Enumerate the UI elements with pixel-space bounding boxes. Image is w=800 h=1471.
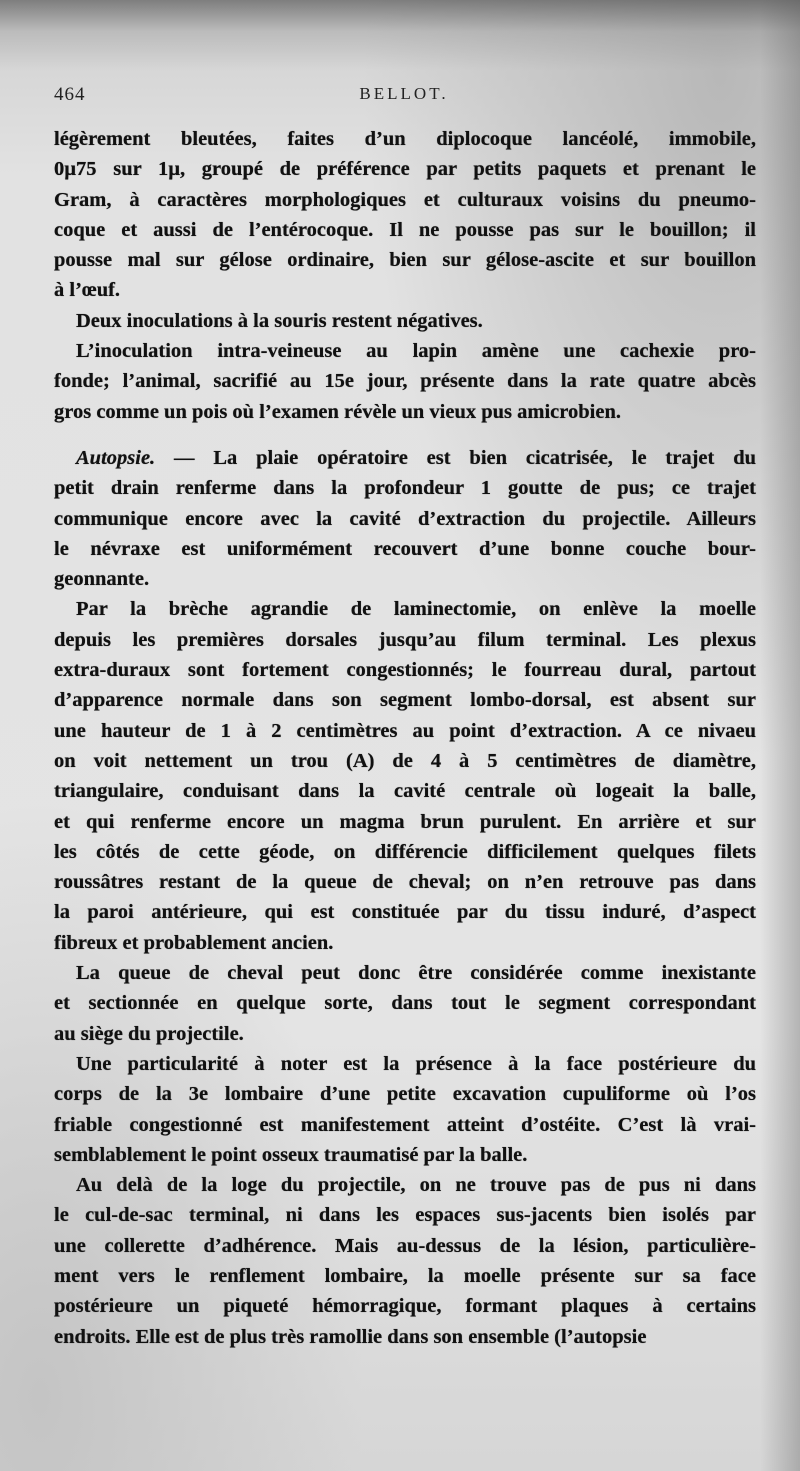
text-line bbox=[54, 776, 756, 806]
line-text: au siège du projectile. bbox=[54, 1022, 244, 1045]
line-text: geonnante. bbox=[54, 568, 150, 591]
running-title: BELLOT. bbox=[359, 84, 449, 103]
line-text: semblablement le point osseux traumatisé par la balle. bbox=[54, 1143, 528, 1166]
line-text: La queue de cheval peut donc être considérée comme inexistante bbox=[76, 962, 756, 985]
paragraph bbox=[54, 594, 756, 958]
line-text: fonde; l’animal, sacrifié au 15e jour, présente dans la rate quatre abcès bbox=[54, 370, 756, 393]
text-line bbox=[54, 685, 756, 715]
line-text: extra-duraux sont fortement congestionnés; le fourreau dural, partout bbox=[54, 659, 756, 682]
text-line bbox=[54, 867, 756, 897]
text-line bbox=[54, 1200, 756, 1230]
text-line bbox=[54, 1140, 756, 1170]
line-text: Par la brèche agrandie de laminectomie, on enlève la moelle bbox=[76, 598, 756, 621]
text-line bbox=[54, 534, 756, 564]
text-line bbox=[54, 958, 756, 988]
paragraph bbox=[54, 124, 756, 306]
section-heading: Autopsie. bbox=[76, 446, 156, 469]
line-text: 0µ75 sur 1µ, groupé de préférence par petits paquets et prenant le bbox=[54, 158, 756, 181]
running-head bbox=[54, 84, 754, 108]
line-text: friable congestionné est manifestement atteint d’ostéite. C’est là vrai- bbox=[54, 1113, 756, 1136]
text-line bbox=[54, 443, 756, 473]
line-text: on voit nettement un trou (A) de 4 à 5 centimètres de diamètre, bbox=[54, 749, 756, 772]
text-line bbox=[54, 397, 756, 427]
line-text: fibreux et probablement ancien. bbox=[54, 931, 334, 954]
text-line bbox=[54, 1261, 756, 1291]
text-line bbox=[54, 336, 756, 366]
page-number: 464 bbox=[54, 84, 86, 105]
text-line bbox=[54, 366, 756, 396]
text-line bbox=[54, 807, 756, 837]
text-line bbox=[54, 185, 756, 215]
line-text: communique encore avec la cavité d’extraction du projectile. Ailleurs bbox=[54, 507, 756, 530]
line-text: corps de la 3e lombaire d’une petite excavation cupuliforme où l’os bbox=[54, 1083, 756, 1106]
text-line bbox=[54, 1291, 756, 1321]
text-line bbox=[54, 716, 756, 746]
line-text: les côtés de cette géode, on différencie difficilement quelques filets bbox=[54, 840, 756, 863]
line-text: roussâtres restant de la queue de cheval; on n’en retrouve pas dans bbox=[54, 871, 756, 894]
line-text: d’apparence normale dans son segment lombo-dorsal, est absent sur bbox=[54, 689, 756, 712]
text-line bbox=[54, 473, 756, 503]
text-line bbox=[54, 215, 756, 245]
line-text: Une particularité à noter est la présence à la face postérieure du bbox=[76, 1052, 756, 1075]
line-text: L’inoculation intra-veineuse au lapin amène une cachexie pro- bbox=[76, 340, 756, 363]
line-text: à l’œuf. bbox=[54, 279, 121, 302]
text-line bbox=[54, 1019, 756, 1049]
scan-shadow-top bbox=[0, 0, 800, 70]
text-line bbox=[54, 306, 756, 336]
line-text: endroits. Elle est de plus très ramollie dans son ensemble (l’autopsie bbox=[54, 1325, 647, 1348]
text-line bbox=[54, 837, 756, 867]
text-line bbox=[54, 245, 756, 275]
line-text: pousse mal sur gélose ordinaire, bien sur gélose-ascite et sur bouillon bbox=[54, 249, 756, 272]
text-line bbox=[54, 746, 756, 776]
text-line bbox=[54, 564, 756, 594]
text-line bbox=[54, 154, 756, 184]
line-text: le cul-de-sac terminal, ni dans les espaces sus-jacents bien isolés par bbox=[54, 1204, 756, 1227]
line-text: Gram, à caractères morphologiques et culturaux voisins du pneumo- bbox=[54, 188, 756, 211]
line-text: petit drain renferme dans la profondeur 1 goutte de pus; ce trajet bbox=[54, 477, 756, 500]
line-text: une hauteur de 1 à 2 centimètres au point d’extraction. A ce nivaeu bbox=[54, 719, 756, 742]
line-text: — La plaie opératoire est bien cicatrisée, le trajet du bbox=[155, 446, 756, 469]
text-line bbox=[54, 625, 756, 655]
line-text: coque et aussi de l’entérocoque. Il ne pousse pas sur le bouillon; il bbox=[54, 218, 756, 241]
text-line bbox=[54, 928, 756, 958]
text-line bbox=[54, 1110, 756, 1140]
text-line bbox=[54, 124, 756, 154]
line-text: ment vers le renflement lombaire, la moelle présente sur sa face bbox=[54, 1264, 756, 1287]
paragraph bbox=[54, 1170, 756, 1352]
paragraph bbox=[54, 306, 756, 336]
text-line bbox=[54, 504, 756, 534]
paragraph bbox=[54, 1049, 756, 1170]
text-line bbox=[54, 1322, 756, 1352]
text-line bbox=[54, 988, 756, 1018]
section-gap bbox=[54, 427, 756, 443]
paragraph bbox=[54, 336, 756, 427]
line-text: la paroi antérieure, qui est constituée par du tissu induré, d’aspect bbox=[54, 901, 756, 924]
scan-shadow-right bbox=[760, 0, 800, 1471]
body-text bbox=[54, 124, 756, 1352]
line-text: depuis les premières dorsales jusqu’au filum terminal. Les plexus bbox=[54, 628, 756, 651]
paragraph bbox=[54, 443, 756, 594]
text-line bbox=[54, 594, 756, 624]
line-text: postérieure un piqueté hémorragique, formant plaques à certains bbox=[54, 1295, 756, 1318]
text-line bbox=[54, 897, 756, 927]
line-text: une collerette d’adhérence. Mais au-dessus de la lésion, particulière- bbox=[54, 1234, 756, 1257]
line-text: le névraxe est uniformément recouvert d’une bonne couche bour- bbox=[54, 537, 756, 560]
line-text: et sectionnée en quelque sorte, dans tout le segment correspondant bbox=[54, 992, 756, 1015]
text-line bbox=[54, 1049, 756, 1079]
line-text: Au delà de la loge du projectile, on ne trouve pas de pus ni dans bbox=[76, 1174, 756, 1197]
text-line bbox=[54, 275, 756, 305]
line-text: triangulaire, conduisant dans la cavité centrale où logeait la balle, bbox=[54, 780, 756, 803]
line-text: gros comme un pois où l’examen révèle un vieux pus amicrobien. bbox=[54, 400, 621, 423]
text-line bbox=[54, 1079, 756, 1109]
line-text: et qui renferme encore un magma brun purulent. En arrière et sur bbox=[54, 810, 756, 833]
text-line bbox=[54, 1231, 756, 1261]
text-line bbox=[54, 1170, 756, 1200]
paragraph bbox=[54, 958, 756, 1049]
text-line bbox=[54, 655, 756, 685]
line-text: légèrement bleutées, faites d’un diplocoque lancéolé, immobile, bbox=[54, 128, 756, 150]
line-text: Deux inoculations à la souris restent négatives. bbox=[76, 309, 483, 332]
